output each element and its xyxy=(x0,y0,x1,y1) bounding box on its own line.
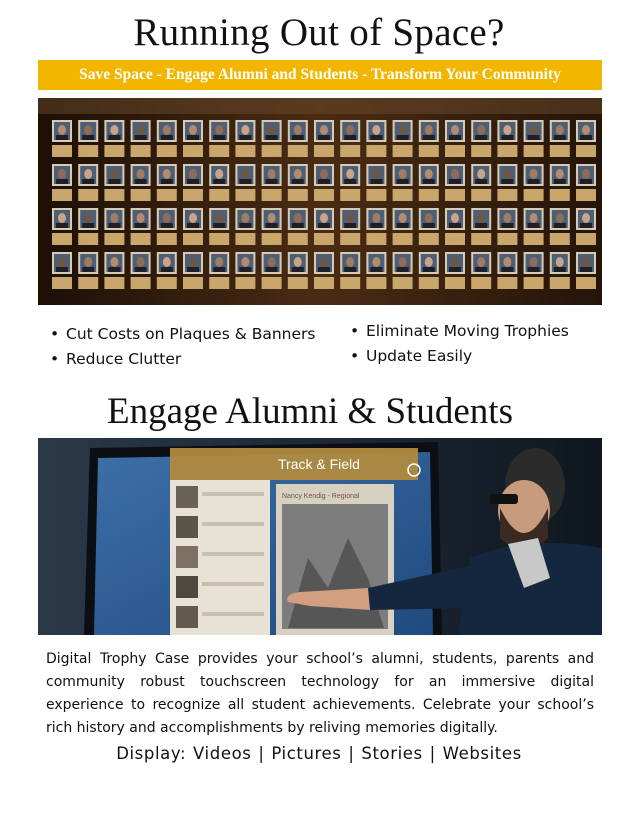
name-plaque xyxy=(393,277,413,289)
name-plaque xyxy=(524,277,544,289)
name-plaque xyxy=(471,277,491,289)
name-plaque xyxy=(262,145,282,157)
name-plaque xyxy=(157,277,177,289)
name-plaque xyxy=(78,277,98,289)
name-plaque xyxy=(131,189,151,201)
name-plaque xyxy=(183,189,203,201)
name-plaque xyxy=(183,233,203,245)
name-plaque xyxy=(366,189,386,201)
name-plaque xyxy=(209,145,229,157)
name-plaque xyxy=(104,233,124,245)
name-plaque xyxy=(393,233,413,245)
touchscreen-photo xyxy=(38,438,602,635)
name-plaque xyxy=(576,145,596,157)
name-plaque xyxy=(340,233,360,245)
name-plaque xyxy=(393,145,413,157)
screen-name-text: Nancy Kendig - Regional xyxy=(282,493,360,500)
name-plaque xyxy=(288,233,308,245)
name-plaque xyxy=(471,233,491,245)
name-plaque xyxy=(471,145,491,157)
display-item: Websites xyxy=(442,744,522,763)
name-plaque xyxy=(78,189,98,201)
name-plaque xyxy=(524,233,544,245)
name-plaque xyxy=(314,145,334,157)
name-plaque xyxy=(340,145,360,157)
name-plaque xyxy=(104,277,124,289)
tagline-banner: Save Space - Engage Alumni and Students - Transform Your Community xyxy=(38,60,602,90)
name-plaque xyxy=(235,277,255,289)
name-plaque xyxy=(393,189,413,201)
name-plaque xyxy=(419,277,439,289)
name-plaque xyxy=(104,145,124,157)
description-paragraph: Digital Trophy Case provides your school’s alumni, students, parents and community robust touchscreen technology for an immersive digital experience to recognize all student achievements. Celebrate your school’s rich history and accomplishments by reliving memories digitally. xyxy=(46,651,594,736)
display-item: Pictures xyxy=(271,744,342,763)
name-plaque xyxy=(288,145,308,157)
page-title: Running Out of Space? xyxy=(133,11,505,54)
plaque-wall-photo xyxy=(38,98,602,305)
name-plaque xyxy=(550,233,570,245)
display-label: Display: xyxy=(116,744,187,763)
name-plaque xyxy=(235,145,255,157)
name-plaque xyxy=(52,189,72,201)
name-plaque xyxy=(497,233,517,245)
name-plaque xyxy=(131,233,151,245)
name-plaque xyxy=(445,277,465,289)
name-plaque xyxy=(314,189,334,201)
name-plaque xyxy=(550,189,570,201)
name-plaque xyxy=(550,277,570,289)
name-plaque xyxy=(445,145,465,157)
name-plaque xyxy=(235,233,255,245)
screen-header-text: Track & Field xyxy=(278,456,360,472)
display-types: Display: Videos | Pictures | Stories | Websites xyxy=(116,744,522,763)
name-plaque xyxy=(288,189,308,201)
name-plaque xyxy=(78,145,98,157)
name-plaque xyxy=(235,189,255,201)
name-plaque xyxy=(52,277,72,289)
name-plaque xyxy=(78,233,98,245)
name-plaque xyxy=(366,145,386,157)
name-plaque xyxy=(419,189,439,201)
name-plaque xyxy=(340,189,360,201)
name-plaque xyxy=(209,233,229,245)
list-item: • Eliminate Moving Trophies xyxy=(350,322,569,340)
name-plaque xyxy=(550,145,570,157)
name-plaque xyxy=(262,277,282,289)
name-plaque xyxy=(576,233,596,245)
name-plaque xyxy=(471,189,491,201)
name-plaque xyxy=(419,145,439,157)
name-plaque xyxy=(576,189,596,201)
name-plaque xyxy=(445,233,465,245)
list-item: • Reduce Clutter xyxy=(50,350,182,368)
name-plaque xyxy=(497,145,517,157)
name-plaque xyxy=(524,189,544,201)
name-plaque xyxy=(157,189,177,201)
name-plaque xyxy=(262,233,282,245)
name-plaque xyxy=(209,277,229,289)
name-plaque xyxy=(340,277,360,289)
benefits-list-left xyxy=(50,322,315,372)
name-plaque xyxy=(262,189,282,201)
benefits-list-right xyxy=(350,319,569,369)
name-plaque xyxy=(52,145,72,157)
name-plaque xyxy=(497,277,517,289)
name-plaque xyxy=(183,145,203,157)
name-plaque xyxy=(157,145,177,157)
name-plaque xyxy=(576,277,596,289)
section-title: Engage Alumni & Students xyxy=(107,391,513,432)
name-plaque xyxy=(52,233,72,245)
display-item: Stories xyxy=(361,744,423,763)
name-plaque xyxy=(288,277,308,289)
name-plaque xyxy=(209,189,229,201)
name-plaque xyxy=(183,277,203,289)
name-plaque xyxy=(497,189,517,201)
name-plaque xyxy=(445,189,465,201)
name-plaque xyxy=(524,145,544,157)
display-item: Videos xyxy=(193,744,252,763)
name-plaque xyxy=(131,145,151,157)
name-plaque xyxy=(131,277,151,289)
name-plaque xyxy=(314,233,334,245)
name-plaque xyxy=(419,233,439,245)
list-item: • Update Easily xyxy=(350,347,473,365)
list-item: • Cut Costs on Plaques & Banners xyxy=(50,325,316,343)
name-plaque xyxy=(157,233,177,245)
name-plaque xyxy=(366,233,386,245)
name-plaque xyxy=(366,277,386,289)
name-plaque xyxy=(314,277,334,289)
name-plaque xyxy=(104,189,124,201)
